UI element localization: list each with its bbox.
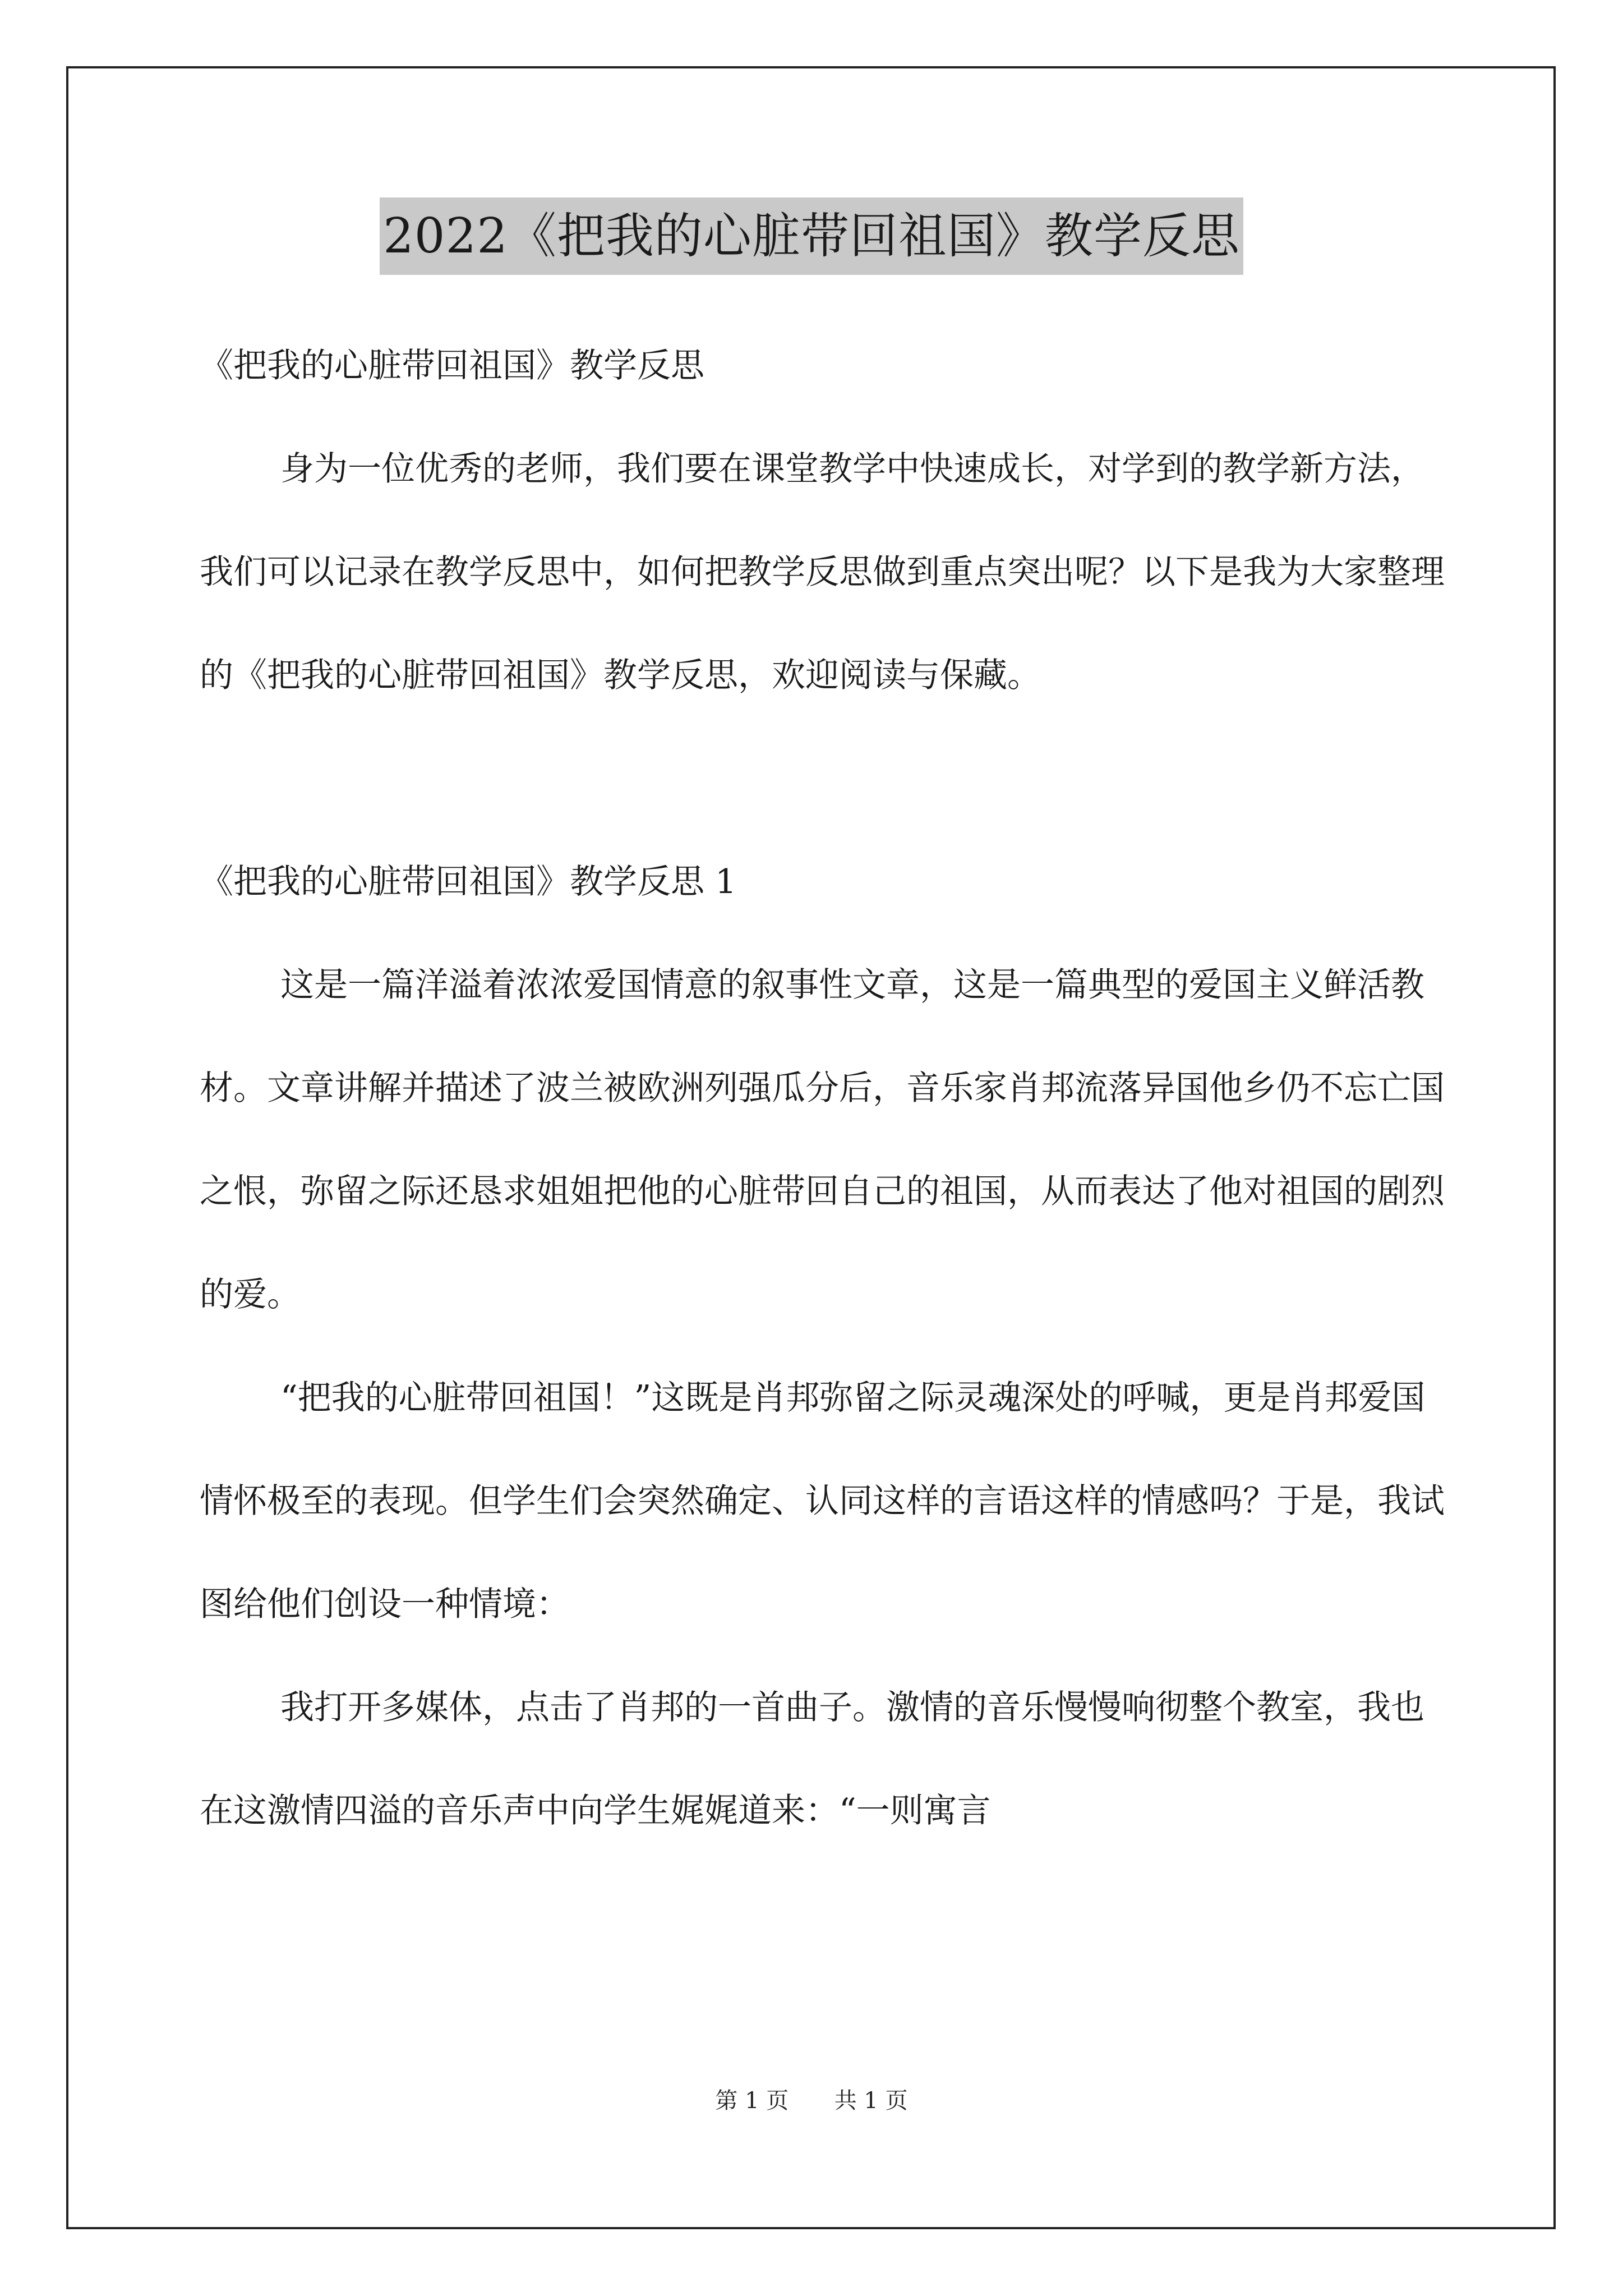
paragraph-spacer <box>200 727 1445 830</box>
document-title: 2022《把我的心脏带回祖国》教学反思 <box>380 197 1243 275</box>
section-heading: 《把我的心脏带回祖国》教学反思 <box>200 346 704 385</box>
body-paragraph: “把我的心脏带回祖国！”这既是肖邦弥留之际灵魂深处的呼喊，更是肖邦爱国情怀极至的表现。但学生们会突然确定、认同这样的言语这样的情感吗？于是，我试图给他们创设一种情境： <box>200 1378 1445 1624</box>
body-paragraph: 这是一篇洋溢着浓浓爱国情意的叙事性文章，这是一篇典型的爱国主义鲜活教材。文章讲解并描述了波兰被欧洲列强瓜分后，音乐家肖邦流落异国他乡仍不忘亡国之恨，弥留之际还恳求姐姐把他的心脏带回自己的祖国，从而表达了他对祖国的剧烈的爱。 <box>200 965 1445 1314</box>
intro-paragraph: 身为一位优秀的老师，我们要在课堂教学中快速成长，对学到的教学新方法，我们可以记录在教学反思中，如何把教学反思做到重点突出呢？以下是我为大家整理的《把我的心脏带回祖国》教学反思，欢迎阅读与保藏。 <box>200 449 1445 695</box>
title-container <box>0 197 1623 275</box>
page-number: 第 1 页 <box>715 2088 789 2114</box>
page-footer <box>0 2084 1623 2118</box>
body-paragraph: 我打开多媒体，点击了肖邦的一首曲子。激情的音乐慢慢响彻整个教室，我也在这激情四溢的音乐声中向学生娓娓道来：“一则寓言 <box>200 1688 1424 1830</box>
section-heading-1: 《把我的心脏带回祖国》教学反思 1 <box>200 862 737 901</box>
page-total: 共 1 页 <box>834 2088 908 2114</box>
document-body <box>200 314 1445 1862</box>
